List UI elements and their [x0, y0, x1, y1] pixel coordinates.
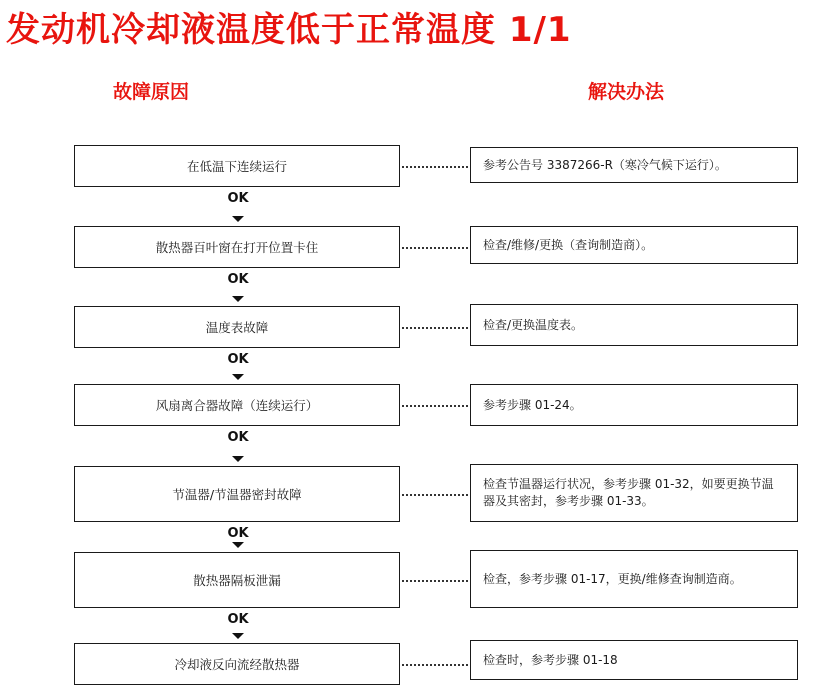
cause-box: 冷却液反向流经散热器: [74, 643, 400, 685]
dotted-connector: [402, 166, 468, 168]
ok-label: OK: [227, 430, 249, 445]
down-arrow-icon: [232, 374, 244, 380]
solution-column-header: 解决办法: [588, 81, 665, 103]
solution-box: 检查，参考步骤 01-17，更换/维修查询制造商。: [470, 550, 798, 608]
cause-box: 散热器隔板泄漏: [74, 552, 400, 608]
down-arrow-icon: [232, 542, 244, 548]
down-arrow-icon: [232, 296, 244, 302]
ok-label: OK: [227, 526, 249, 541]
solution-box: 参考公告号 3387266-R（寒冷气候下运行）。: [470, 147, 798, 183]
dotted-connector: [402, 327, 468, 329]
down-arrow-icon: [232, 216, 244, 222]
dotted-connector: [402, 664, 468, 666]
ok-label: OK: [227, 352, 249, 367]
down-arrow-icon: [232, 633, 244, 639]
ok-label: OK: [227, 612, 249, 627]
dotted-connector: [402, 247, 468, 249]
cause-box: 散热器百叶窗在打开位置卡住: [74, 226, 400, 268]
ok-label: OK: [227, 272, 249, 287]
solution-box: 检查时，参考步骤 01-18: [470, 640, 798, 680]
cause-box: 在低温下连续运行: [74, 145, 400, 187]
solution-box: 参考步骤 01-24。: [470, 384, 798, 426]
dotted-connector: [402, 494, 468, 496]
cause-box: 节温器/节温器密封故障: [74, 466, 400, 522]
solution-box: 检查/维修/更换（查询制造商）。: [470, 226, 798, 264]
page-title: 发动机冷却液温度低于正常温度 1/1: [6, 10, 572, 50]
cause-box: 温度表故障: [74, 306, 400, 348]
cause-box: 风扇离合器故障（连续运行）: [74, 384, 400, 426]
cause-column-header: 故障原因: [113, 81, 190, 103]
down-arrow-icon: [232, 456, 244, 462]
solution-box: 检查节温器运行状况，参考步骤 01-32，如要更换节温器及其密封，参考步骤 01-33。: [470, 464, 798, 522]
ok-label: OK: [227, 191, 249, 206]
solution-box: 检查/更换温度表。: [470, 304, 798, 346]
dotted-connector: [402, 580, 468, 582]
dotted-connector: [402, 405, 468, 407]
